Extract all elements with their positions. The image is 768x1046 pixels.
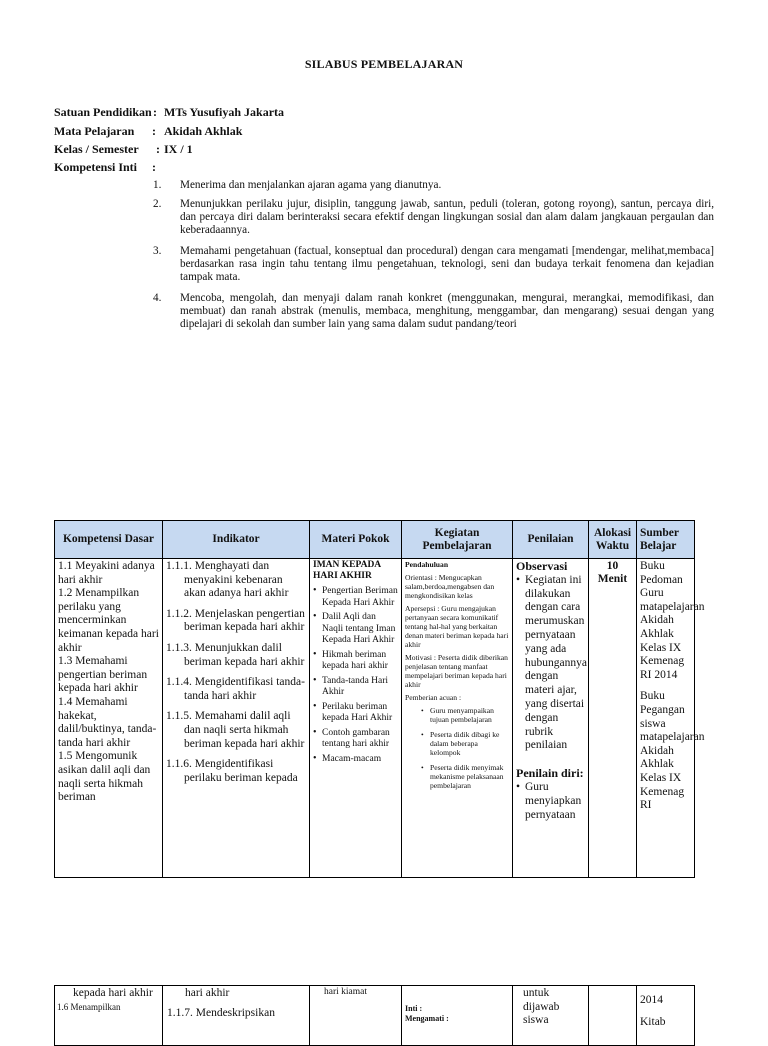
cell-kompetensi-dasar — [55, 986, 163, 1046]
header-materi-pokok: Materi Pokok — [310, 521, 402, 559]
cell-indikator — [163, 986, 310, 1046]
header-penilaian: Penilaian — [513, 521, 589, 559]
ki-number: 4. — [153, 292, 162, 304]
silabus-table-continued — [54, 985, 695, 1046]
materi-item: • Perilaku beriman kepada Hari Akhir — [313, 700, 393, 723]
meta-label: Mata Pelajaran — [54, 124, 135, 138]
kd-item: 1.5 Mengomunik asikan dalil aqli dan naqli serta hikmah beriman — [58, 750, 151, 804]
bullet-icon: • — [516, 573, 521, 586]
ki-number: 2. — [153, 198, 162, 210]
meta-colon: : — [152, 160, 156, 174]
sumber-item: Buku Pegangan siswa matapelajaran Akidah Akhlak Kelas IX Kemenag RI — [640, 690, 705, 812]
materi-item: • Dalil Aqli dan Naqli tentang Iman Kepada Hari Akhir — [313, 611, 396, 645]
bullet-icon: • — [421, 706, 424, 715]
header-kegiatan: Kegiatan Pembelajaran — [402, 521, 513, 559]
cell-materi-pokok — [310, 559, 402, 878]
meta-value: Akidah Akhlak — [164, 124, 243, 138]
meta-value: IX / 1 — [164, 142, 193, 156]
meta-label: Satuan Pendidikan — [54, 105, 152, 119]
bullet-icon: • — [313, 726, 317, 738]
materi-item: • Pengertian Beriman Kepada Hari Akhir — [313, 585, 398, 608]
meta-colon: : — [153, 105, 157, 119]
sumber-item: Kitab — [640, 1015, 666, 1028]
kegiatan-orientasi: Orientasi : Mengucapkan salam,berdoa,mengabsen dan mengkondisikan kelas — [405, 573, 495, 600]
ki-item — [153, 179, 714, 193]
cell-materi-pokok: hari kiamat — [310, 986, 402, 1046]
header-sumber: Sumber Belajar — [637, 521, 695, 559]
bullet-icon: • — [421, 730, 424, 739]
meta-value: MTs Yusufiyah Jakarta — [164, 105, 285, 119]
indikator-item: 1.1.6. Mengidentifikasi perilaku beriman kepada — [166, 758, 298, 784]
cell-alokasi: 10 Menit — [589, 559, 637, 878]
bullet-icon: • — [421, 763, 424, 772]
header-indikator: Indikator — [163, 521, 310, 559]
header-alokasi: Alokasi Waktu — [589, 521, 637, 559]
acuan-item: • Peserta didik dibagi ke dalam beberapa kelompok — [421, 730, 500, 757]
cell-alokasi — [589, 986, 637, 1046]
penilaian-diri-item: • Guru menyiapkan pernyataan — [516, 780, 582, 821]
materi-item: • Contoh gambaran tentang hari akhir — [313, 726, 390, 749]
penilaian-observasi-heading: Observasi — [516, 559, 568, 573]
table-row — [55, 986, 695, 1046]
bullet-icon: • — [516, 780, 521, 793]
kegiatan-apersepsi: Apersepsi : Guru mengajukan pertanyaan secara komunikatif tentang hal-hal yang berkaitan denan materi beriman kepada hari akhir — [405, 604, 509, 649]
sumber-item: 2014 — [640, 994, 663, 1006]
materi-title: IMAN KEPADA HARI AKHIR — [313, 560, 381, 581]
kd-item: 1.4 Memahami hakekat, dalil/buktinya, tanda- tanda hari akhir — [58, 695, 157, 749]
ki-item — [153, 245, 714, 287]
cell-penilaian — [513, 559, 589, 878]
indikator-item: 1.1.4. Mengidentifikasi tanda-tanda hari akhir — [166, 676, 305, 702]
cell-kompetensi-dasar — [55, 559, 163, 878]
cell-sumber — [637, 986, 695, 1046]
bullet-icon: • — [313, 585, 317, 596]
bullet-icon: • — [313, 752, 317, 764]
kd-item: kepada hari akhir — [73, 987, 153, 999]
cell-penilaian: untuk dijawab siswa — [513, 986, 589, 1046]
ki-item — [153, 292, 714, 334]
kd-item: 1.3 Memahami pengertian beriman kepada hari akhir — [58, 655, 148, 695]
kd-item: 1.1 Meyakini adanya hari akhir — [58, 560, 155, 586]
meta-colon: : — [156, 142, 160, 156]
cell-sumber — [637, 559, 705, 878]
indikator-item: hari akhir — [185, 987, 230, 999]
materi-item: • Macam-macam — [313, 752, 382, 764]
sumber-item: Buku Pedoman Guru matapelajaran Akidah Akhlak Kelas IX Kemenag RI 2014 — [640, 560, 705, 681]
indikator-item: 1.1.2. Menjelaskan pengertian beriman kepada hari akhir — [166, 607, 305, 634]
ki-item — [153, 198, 714, 240]
kd-item: 1.2 Menampilkan perilaku yang mencerminkan keimanan kepada hari akhir — [58, 587, 159, 654]
kd-item: 1.6 Menampilkan — [57, 1001, 121, 1012]
ki-text: Menunjukkan perilaku jujur, disiplin, tanggung jawab, santun, peduli (toleran, gotong royong), santun, percaya diri, dan percaya diri dalam berinteraksi secara efektif dengan lingkungan sosial dan alam dalam jangkauan pergaulan dan keberadaannya. — [180, 198, 714, 236]
ki-text: Mencoba, mengolah, dan menyaji dalam ranah konkret (menggunakan, mengurai, merangkai, memodifikasi, dan membuat) dan ranah abstrak (menulis, membaca, menghitung, menggambar, dan mengarang) sesuai dengan yang dipelajari di sekolah dan sumber lain yang sama dalam sudut pandang/teori — [180, 292, 714, 330]
indikator-item: 1.1.1. Menghayati dan menyakini kebenaran akan adanya hari akhir — [166, 560, 289, 600]
bullet-icon: • — [313, 700, 317, 712]
kegiatan-motivasi: Motivasi : Peserta didik diberikan penjelasan tentang manfaat mempelajari beriman kepada hari akhir — [405, 653, 508, 689]
silabus-table — [54, 520, 705, 878]
penilaian-diri-heading: Penilain diri: — [516, 766, 584, 781]
materi-item: • Hikmah beriman kepada hari akhir — [313, 648, 388, 671]
kegiatan-mengamati: Mengamati : — [405, 1014, 449, 1023]
materi-item: • Tanda-tanda Hari Akhir — [313, 674, 389, 697]
bullet-icon: • — [313, 611, 317, 622]
cell-kegiatan — [402, 986, 513, 1046]
table-row — [55, 559, 695, 878]
document-title: SILABUS PEMBELAJARAN — [304, 57, 464, 71]
kegiatan-inti: Inti : — [405, 1004, 423, 1013]
indikator-item: 1.1.3. Menunjukkan dalil beriman kepada hari akhir — [166, 641, 305, 668]
acuan-item: • Guru menyampaikan tujuan pembelajaran — [421, 706, 494, 724]
meta-label: Kelas / Semester — [54, 142, 139, 156]
ki-text: Memahami pengetahuan (factual, konseptual dan procedural) dengan cara mengamati [mendengar, melihat,membaca] berdasarkan rasa ingin tahu tentang ilmu pengetahuan, teknologi, seni dan budaya terkait fenomena dan kejadian tampak mata. — [180, 245, 714, 283]
ki-text: Menerima dan menjalankan ajaran agama yang dianutnya. — [180, 179, 442, 191]
meta-label: Kompetensi Inti — [54, 160, 138, 174]
indikator-item: 1.1.7. Mendeskripsikan — [167, 1006, 275, 1019]
cell-indikator — [163, 559, 310, 878]
meta-colon: : — [152, 124, 156, 138]
indikator-item: 1.1.5. Memahami dalil aqli dan naqli serta hikmah beriman kepada hari akhir — [166, 710, 305, 750]
kegiatan-acuan: Pemberian acuan : — [405, 693, 462, 702]
ki-number: 3. — [153, 245, 162, 257]
table-header-row — [55, 521, 695, 559]
penilaian-observasi-item: • Kegiatan ini dilakukan dengan cara merumuskan pernyataan yang ada hubungannya dengan materi ajar, yang disertai dengan rubrik penilaian — [516, 573, 587, 752]
ki-number: 1. — [153, 179, 162, 191]
header-kompetensi-dasar: Kompetensi Dasar — [55, 521, 163, 559]
bullet-icon: • — [313, 648, 317, 660]
cell-kegiatan — [402, 559, 513, 878]
acuan-item: • Peserta didik menyimak mekanisme pelaksanaan pembelajaran — [421, 763, 504, 790]
bullet-icon: • — [313, 674, 317, 686]
kegiatan-heading: Pendahuluan — [405, 560, 449, 569]
